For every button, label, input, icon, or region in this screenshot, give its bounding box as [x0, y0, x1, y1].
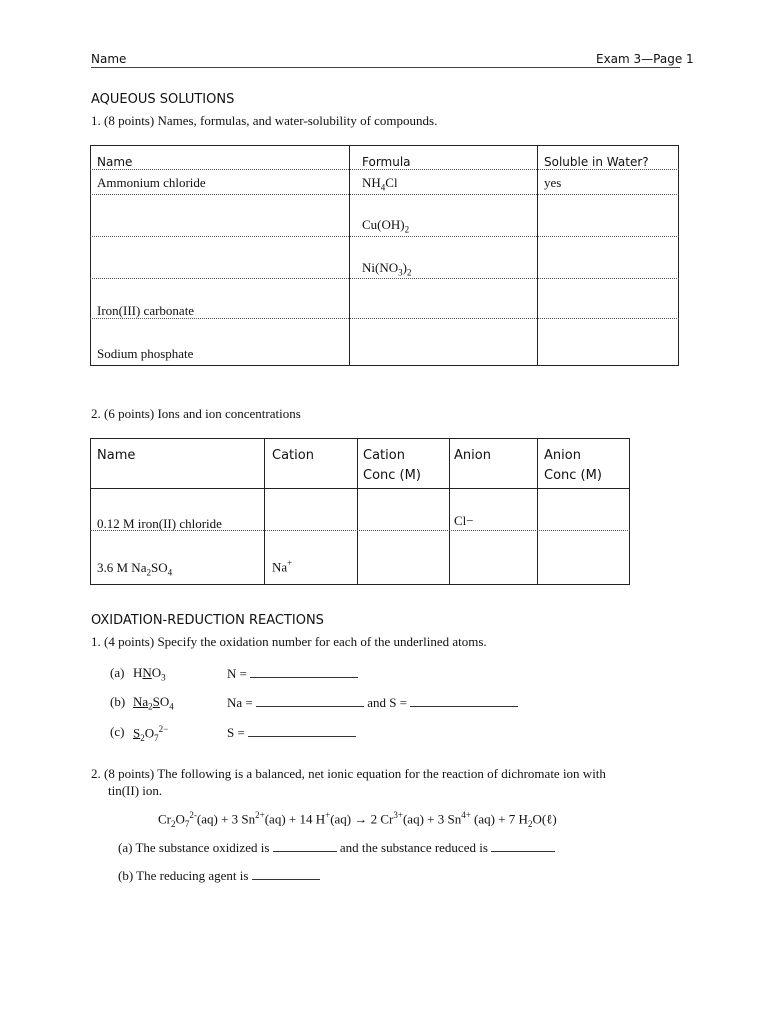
item-c-blank[interactable] — [248, 724, 356, 737]
table2-header-anion-conc-unit: Conc (M) — [544, 468, 602, 483]
table2-header-cation-conc-unit: Conc (M) — [363, 468, 421, 483]
item-b-formula: $Na_2SO_4$ — [133, 694, 174, 712]
item-b-blank-s[interactable] — [410, 694, 518, 707]
table2-header-anion-conc: Anion — [544, 448, 581, 463]
table1-row1-formula: $NH_4Cl$ — [362, 175, 398, 193]
question-1-text: 1. (8 points) Names, formulas, and water-solubility of compounds. — [91, 113, 438, 128]
question-2-text: 2. (6 points) Ions and ion concentrations — [91, 406, 301, 421]
table2-header-cation: Cation — [272, 448, 314, 463]
table2-header-name: Name — [97, 448, 136, 463]
table1-row1-name: Ammonium chloride — [97, 175, 206, 190]
table1-header-soluble: Soluble in Water? — [544, 155, 649, 169]
item-c-formula: $S_2O_7^{2-}$ — [133, 724, 169, 743]
table2-row1-anion: Cl− — [454, 513, 474, 528]
table1-header-name: Name — [97, 155, 133, 169]
part-a-reduced-blank[interactable] — [491, 839, 555, 852]
part-b-reducing-agent-blank[interactable] — [252, 867, 320, 880]
table1-row5-name: Sodium phosphate — [97, 346, 194, 361]
part-b: (b) The reducing agent is — [118, 867, 320, 884]
table2-row2-name: 3.6 M $Na_2SO_4$ — [97, 560, 173, 578]
table2-header-anion: Anion — [454, 448, 491, 463]
table2-header-cation-conc: Cation — [363, 448, 405, 463]
redox-question-1-text: 1. (4 points) Specify the oxidation number for each of the underlined atoms. — [91, 634, 487, 649]
part-a: (a) The substance oxidized is and the substance reduced is — [118, 839, 555, 856]
redox-question-2-line1: 2. (8 points) The following is a balanced, net ionic equation for the reaction of dichromate ion with — [91, 766, 606, 781]
table1-header-formula: Formula — [362, 155, 411, 169]
item-c-label: (c) — [110, 724, 125, 739]
table1-row3-formula: $Ni(NO_3)_2$ — [362, 260, 412, 278]
redox-question-2-line2: tin(II) ion. — [108, 783, 163, 798]
item-a-formula: $HNO_3$ — [133, 665, 166, 683]
item-a-label: (a) — [110, 665, 125, 680]
item-a-blank[interactable] — [250, 665, 358, 678]
header-rule — [91, 67, 680, 68]
item-b-label: (b) — [110, 694, 126, 709]
section-title-aqueous: AQUEOUS SOLUTIONS — [91, 92, 235, 107]
item-b-answer: Na = and S = — [227, 694, 518, 711]
item-b-blank-na[interactable] — [256, 694, 364, 707]
part-a-oxidized-blank[interactable] — [273, 839, 337, 852]
name-label: Name — [91, 52, 127, 66]
item-a-answer: N = — [227, 665, 358, 682]
table2-row2-cation: Na+ — [272, 558, 293, 575]
page-label: Exam 3—Page 1 — [596, 52, 694, 66]
table1-row2-formula: $Cu(OH)_2$ — [362, 217, 410, 235]
table1-row1-soluble: yes — [544, 175, 562, 190]
table2-row1-name: 0.12 M iron(II) chloride — [97, 516, 222, 531]
section-title-redox: OXIDATION-REDUCTION REACTIONS — [91, 613, 324, 628]
table1-row4-name: Iron(III) carbonate — [97, 303, 195, 318]
item-c-answer: S = — [227, 724, 356, 741]
balanced-equation: $Cr_2O_7^{2-}(aq) + 3$ $Sn^{2+}(aq) + 14$ H+(aq) → 2 $Cr^{3+}(aq) + 3$ $Sn^{4+}$ (aq) + 7 $H_2O(\ell)$ — [158, 810, 557, 829]
